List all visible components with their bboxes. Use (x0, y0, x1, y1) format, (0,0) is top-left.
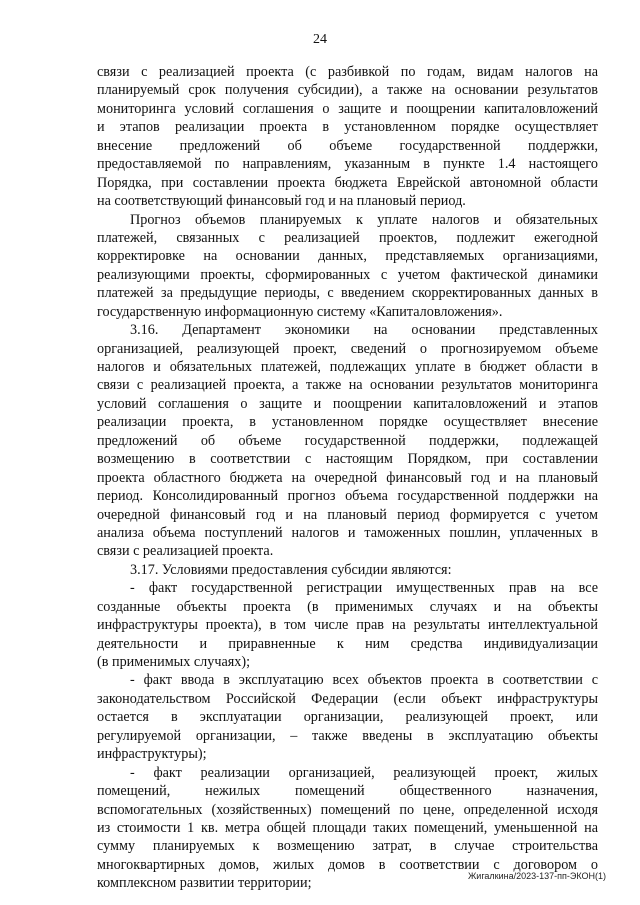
text-line: вспомогательных (хозяйственных) помещений по цене, определенной исходя (97, 801, 598, 818)
text-line: инфраструктуры); (97, 746, 207, 763)
document-footer-code: Жигалкина/2023-137-пп-ЭКОН(1) (467, 871, 606, 881)
text-line: налогов и обязательных платежей, подлежащих уплате в бюджет области в (97, 359, 598, 375)
page-number: 24 (313, 32, 327, 47)
text-line: инфраструктуры проекта), в том числе прав на результаты интеллектуальной (97, 617, 598, 634)
text-line: законодательством Российской Федерации (если объект инфраструктуры (97, 690, 598, 707)
text-line: реализации проекта, в установленном порядке осуществляет внесение (97, 414, 598, 431)
text-line: анализа объема поступлений налогов и таможенных пошлин, уплаченных в (97, 524, 598, 541)
text-line: платежей, связанных с реализацией проектов, подлежит ежегодной (97, 229, 598, 246)
text-line: возмещению в соответствии с настоящим Порядком, при составлении (97, 451, 598, 468)
text-line: платежей за предыдущие периоды, с введением скорректированных данных в (97, 285, 598, 302)
text-line: на соответствующий финансовый год и на плановый период. (97, 193, 466, 210)
text-line: предоставляемой по направлениям, указанным в пункте 1.4 настоящего (97, 156, 598, 173)
text-line: помещений, нежилых помещений общественного назначения, (97, 783, 598, 800)
text-line: и этапов реализации проекта в установленном порядке осуществляет (97, 119, 598, 136)
text-line: реализующими проекты, сформированных с учетом фактической динамики (97, 266, 598, 283)
text-line: регулируемой организации, – также введены в эксплуатацию объекты (97, 727, 598, 744)
text-line: проекта областного бюджета на очередной финансовый год и на плановый (97, 469, 598, 486)
text-line: внесение предложений об объеме государственной поддержки, (97, 137, 598, 154)
text-line: связи с реализацией проекта (с разбивкой по годам, видам налогов на (97, 64, 598, 80)
text-line: государственную информационную систему «Капиталовложения». (97, 303, 503, 320)
text-line: комплексном развитии территории; (97, 875, 312, 892)
text-line: остается в эксплуатации организации, реализующей проект, или (97, 709, 598, 726)
text-line: многоквартирных домов, жилых домов в соответствии с договором о (97, 856, 598, 873)
text-line: сумму планируемых к возмещению затрат, в случае строительства (97, 838, 598, 855)
text-line: 3.16. Департамент экономики на основании представленных (130, 322, 598, 339)
text-line: период. Консолидированный прогноз объема государственной поддержки на (97, 488, 598, 505)
text-line: связи с реализацией проекта. (97, 543, 274, 560)
text-line: из стоимости 1 кв. метра общей площади таких помещений, уменьшенной на (97, 819, 598, 836)
text-line: условий соглашения о защите и поощрении капиталовложений и этапов (97, 395, 598, 412)
text-line: очередной финансовый год и на плановый период формируется с учетом (97, 506, 598, 523)
text-line: - факт ввода в эксплуатацию всех объектов проекта в соответствии с (130, 672, 598, 689)
text-line: - факт государственной регистрации имущественных прав на все (130, 580, 598, 597)
text-line: предложений об объеме государственной поддержки, подлежащей (97, 432, 598, 449)
text-line: деятельности и приравненные к ним средства индивидуализации (97, 635, 598, 652)
text-line: (в применимых случаях); (97, 654, 251, 670)
document-body (97, 63, 598, 893)
text-line: созданные объекты проекта (в применимых случаях и на объекты (97, 598, 598, 615)
text-line: - факт реализации организацией, реализующей проект, жилых (130, 764, 598, 781)
text-line: Прогноз объемов планируемых к уплате налогов и обязательных (130, 211, 598, 228)
text-line: организацией, реализующей проект, сведений о прогнозируемом объеме (97, 340, 598, 357)
text-line: планируемый срок получения субсидии), а также на основании результатов (97, 82, 598, 99)
text-line: 3.17. Условиями предоставления субсидии являются: (130, 561, 452, 578)
text-line: Порядка, при составлении проекта бюджета Еврейской автономной области (97, 174, 598, 191)
text-line: корректировке на основании данных, представляемых организациями, (97, 248, 598, 265)
text-line: мониторинга условий соглашения о защите и поощрении капиталовложений (97, 100, 598, 117)
text-line: связи с реализацией проекта, а также на основании результатов мониторинга (97, 377, 598, 394)
